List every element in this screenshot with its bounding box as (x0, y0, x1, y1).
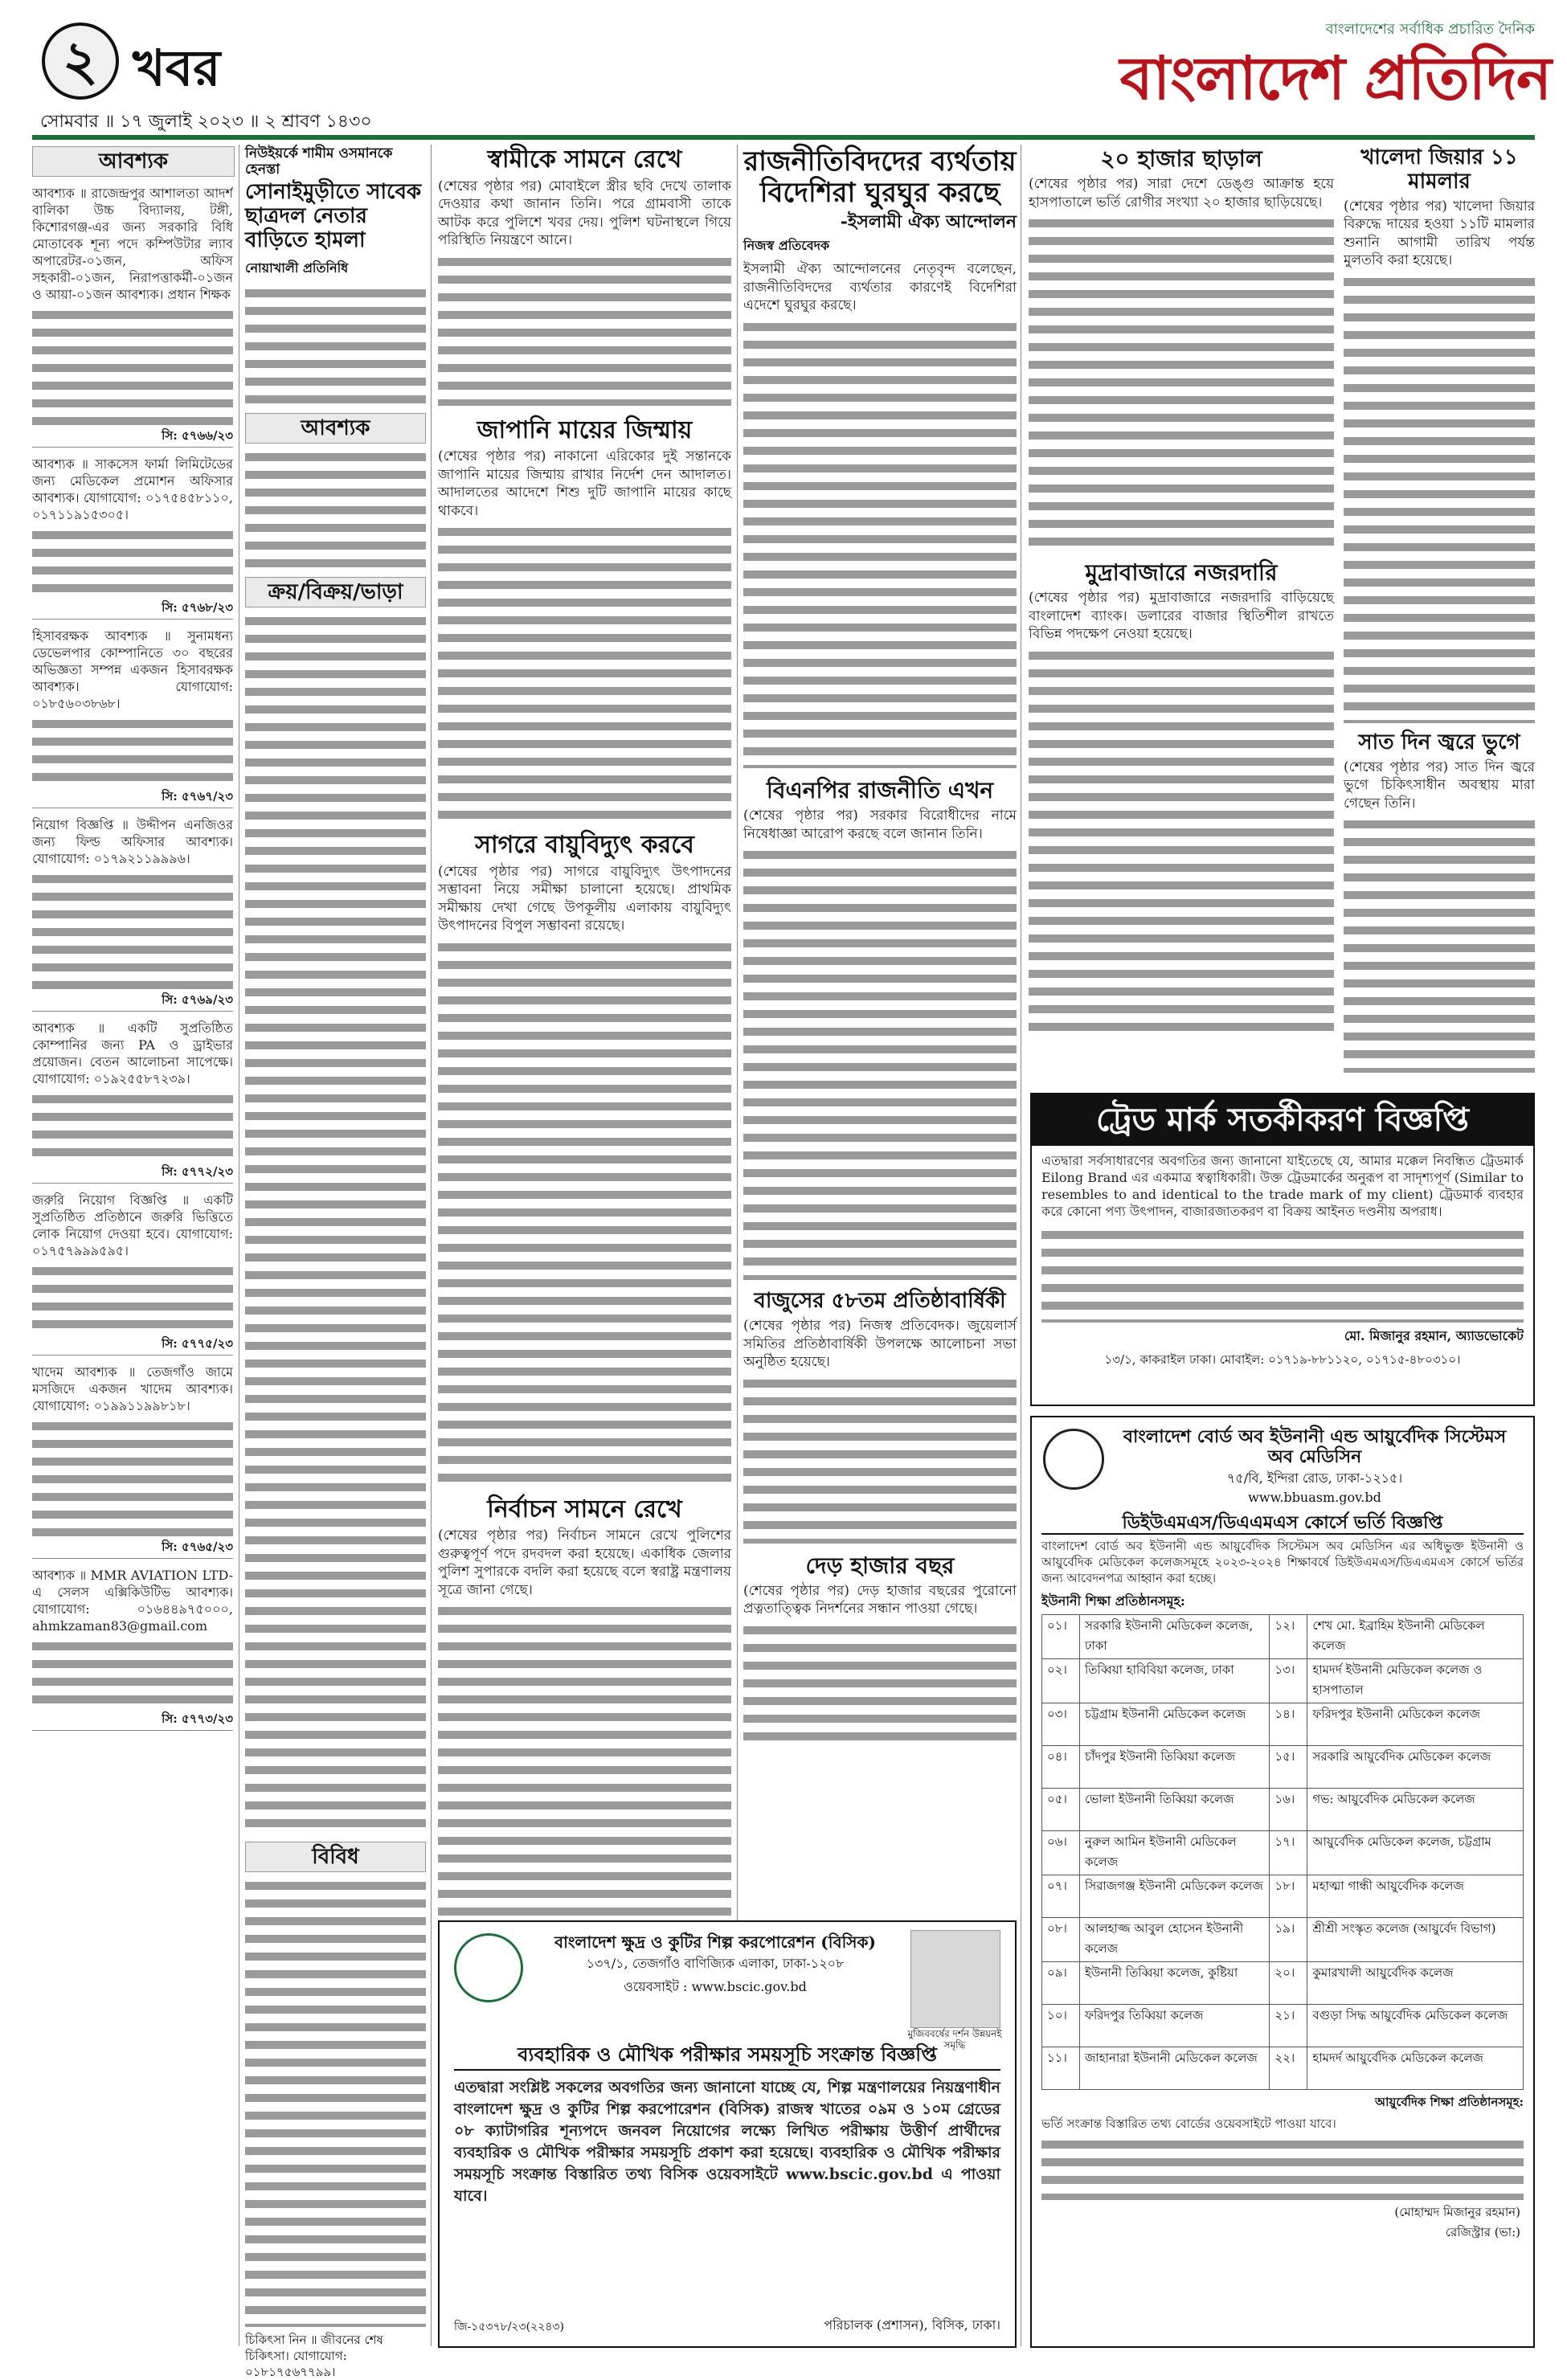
trademark-signature: মো. মিজানুর রহমান, অ্যাডভোকেট (1344, 1328, 1524, 1343)
classified-ad-continued (32, 526, 233, 599)
dateline: সোমবার ॥ ১৭ জুলাই ২০২৩ ॥ ২ শ্রাবণ ১৪৩০ (40, 112, 372, 132)
newspaper-logo (1109, 16, 1551, 121)
classified-ad (32, 628, 233, 808)
trademark-notice (1030, 1093, 1535, 1406)
admission-signer-title: রেজিস্ট্রার (ভা:) (1445, 2225, 1520, 2240)
column-3 (438, 146, 731, 1906)
ayurvedic-heading: আয়ুর্বেদিক শিক্ষা প্রতিষ্ঠানসমূহ: (1375, 2094, 1524, 2109)
board-emblem (1043, 1429, 1104, 1490)
bibidh-header: বিবিধ (245, 1842, 426, 1872)
masthead (0, 0, 1567, 132)
institution-serial: ০১। (1042, 1614, 1080, 1658)
column-4 (743, 146, 1017, 1906)
institution-serial: ১৬। (1270, 1788, 1307, 1830)
institution-name: হামদর্দ আয়ুর্বেদিক মেডিকেল কলেজ (1307, 2047, 1524, 2089)
classified-ad-code: সি: ৫৭৭৩/২৩ (32, 1710, 233, 1731)
portrait-caption: মুজিববর্ষের দর্শন উন্নয়নই সমৃদ্ধি (907, 2028, 1002, 2051)
classified-ad (32, 816, 233, 1012)
classified-ad-code: সি: ৫৭৬৫/২৩ (32, 1538, 233, 1559)
story-body: (শেষের পৃষ্ঠার পর) মোবাইলে স্ত্রীর ছবি দেখে তালাক দেওয়ার কথা জানান তিনি। পরে গ্রামবাসী তাকে আটক করে পুলিশে খবর দেয়। পুলিশ ঘটনাস্থলে গিয়ে পরিস্থিতি নিয়ন্ত্রণে আনে। (438, 178, 731, 248)
story-body-continued (743, 318, 1017, 768)
classified-ad-medical: চিকিৎসা নিন ॥ জীবনের শেষ চিকিৎসা। যোগাযোগ: ০১৮১৭৫৬৭৭৯৯। (245, 2332, 383, 2379)
institution-serial: ০৩। (1042, 1703, 1080, 1745)
institution-row (1042, 1745, 1524, 1788)
bscic-signer: পরিচালক (প্রশাসন), বিসিক, ঢাকা। (824, 2317, 1000, 2333)
trademark-title: ট্রেড মার্ক সতর্কীকরণ বিজ্ঞপ্তি (1032, 1094, 1533, 1146)
admission-subtitle: ডিইউএমএস/ডিএএমএস কোর্সে ভর্তি বিজ্ঞপ্তি (1041, 1513, 1524, 1535)
trademark-address: ১৩/১, কাকরাইল ঢাকা। মোবাইল: ০১৭১৯-৮৮১১২০, ০১৭১৫-৪৮০৩১০। (1104, 1352, 1461, 1367)
institution-name: মহাত্মা গান্ধী আয়ুর্বেদিক কলেজ (1307, 1875, 1524, 1917)
classified-ad (32, 456, 233, 620)
classified-ad-continued (32, 715, 233, 787)
institution-serial: ২০। (1270, 1961, 1307, 2004)
institution-serial: ০৯। (1042, 1961, 1080, 2004)
institution-name: সিরাজগঞ্জ ইউনানী মেডিকেল কলেজ (1080, 1875, 1270, 1917)
board-title: বাংলাদেশ বোর্ড অব ইউনানী এন্ড আয়ুর্বেদিক সিস্টেমস অব মেডিসিন (1123, 1426, 1507, 1468)
logo-tagline: বাংলাদেশের সর্বাধিক প্রচারিত দৈনিক (1325, 21, 1535, 38)
institution-serial: ০৫। (1042, 1788, 1080, 1830)
institution-name: শ্রীশ্রী সংস্কৃত কলেজ (আয়ুর্বেদ বিভাগ) (1307, 1917, 1524, 1961)
institution-name: ফরিদপুর ইউনানী মেডিকেল কলেজ (1307, 1703, 1524, 1745)
institution-serial: ২২। (1270, 2047, 1307, 2089)
story-headline: ২০ হাজার ছাড়াল (1100, 145, 1262, 172)
classified-ad (32, 1192, 233, 1356)
institution-serial: ০৪। (1042, 1745, 1080, 1788)
institution-name: ইউনানী তিব্বিয়া কলেজ, কুষ্টিয়া (1080, 1961, 1270, 2004)
institution-name: আয়ুর্বেদিক মেডিকেল কলেজ, চট্টগ্রাম (1307, 1830, 1524, 1875)
story-headline: খালেদা জিয়ার ১১ মামলার (1360, 145, 1518, 194)
story-headline: রাজনীতিবিদদের ব্যর্থতায় বিদেশিরা ঘুরঘুর করছে (743, 145, 1017, 210)
bscic-notice-title: ব্যবহারিক ও মৌখিক পরীক্ষার সময়সূচি সংক্রান্ত বিজ্ঞপ্তি (454, 2043, 1000, 2071)
story-body: (শেষের পৃষ্ঠার পর) দেড় হাজার বছরের পুরোনো প্রত্নতাত্ত্বিক নিদর্শনের সন্ধান পাওয়া গেছে। (743, 1582, 1017, 1617)
institution-serial: ২১। (1270, 2004, 1307, 2047)
classified-ads-misc (245, 1877, 426, 2327)
institution-name: চাঁদপুর ইউনানী তিব্বিয়া কলেজ (1080, 1745, 1270, 1788)
institution-name: নুরুল আমিন ইউনানী মেডিকেল কলেজ (1080, 1830, 1270, 1875)
admission-intro: বাংলাদেশ বোর্ড অব ইউনানী এন্ড আয়ুর্বেদিক সিস্টেমস অব মেডিসিন এর অধিভুক্ত ইউনানী ও আয়ুর্বেদিক মেডিকেল কলেজসমূহে ২০২৩-২০২৪ শিক্ষাবর্ষে ডিইউএমএস/ডিএএমএস কোর্সে ভর্তির জন্য আবেদনপত্র আহ্বান করা হচ্ছে। (1041, 1538, 1524, 1585)
story-body (245, 284, 426, 405)
bscic-notice-text: এতদ্বারা সংশ্লিষ্ট সকলের অবগতির জন্য জানানো যাচ্ছে যে, শিল্প মন্ত্রণালয়ের নিয়ন্ত্রণাধীন বাংলাদেশ ক্ষুদ্র ও কুটির শিল্প করপোরেশন (বিসিক) রাজস্ব খাতের ০৯ম ও ১০ম গ্রেডের ০৮ ক্যাটাগরির শূন্যপদে জনবল নিয়োগের লক্ষ্যে লিখিত পরীক্ষায় উত্তীর্ণ প্রার্থীদের ব্যবহারিক ও মৌখিক পরীক্ষার সময়সূচি প্রকাশ করা হয়েছে। ব্যবহারিক ও মৌখিক পরীক্ষার সময়সূচি সংক্রান্ত বিস্তারিত তথ্য বিসিক ওয়েবসাইটে www.bscic.gov.bd এ পাওয়া যাবে। (454, 2078, 1000, 2205)
institution-serial: ১৭। (1270, 1830, 1307, 1875)
institution-serial: ১৯। (1270, 1917, 1307, 1961)
institution-row (1042, 1788, 1524, 1830)
story-body: (শেষের পৃষ্ঠার পর) মুদ্রাবাজারে নজরদারি বাড়িয়েছে বাংলাদেশ ব্যাংক। ডলারের বাজার স্থিতিশীল রাখতে বিভিন্ন পদক্ষেপ নেওয়া হয়েছে। (1029, 590, 1334, 643)
classified-ad-continued (32, 1638, 233, 1710)
institution-name: গভ: আয়ুর্বেদিক মেডিকেল কলেজ (1307, 1788, 1524, 1830)
story-body-continued (1344, 816, 1535, 1073)
story-headline: দেড় হাজার বছর (805, 1552, 955, 1579)
story-byline: নোয়াখালী প্রতিনিধি (245, 260, 349, 276)
institution-name: সরকারি ইউনানী মেডিকেল কলেজ, ঢাকা (1080, 1614, 1270, 1658)
institution-row (1042, 1917, 1524, 1961)
institution-name: ফরিদপুর তিব্বিয়া কলেজ (1080, 2004, 1270, 2047)
story-headline: সাত দিন জ্বরে ভুগে (1358, 730, 1520, 754)
story-headline: জাপানি মায়ের জিম্মায় (477, 415, 693, 444)
institutions-table (1041, 1614, 1524, 2090)
institution-row (1042, 1658, 1524, 1703)
column-5 (1029, 146, 1535, 1086)
bscic-code: জি-১৫৩৭৮/২৩(২২৪৩) (454, 2321, 564, 2333)
story-body-continued (743, 1375, 1017, 1544)
institution-name: ভোলা ইউনানী তিব্বিয়া কলেজ (1080, 1788, 1270, 1830)
institution-serial: ১২। (1270, 1614, 1307, 1658)
classified-ads-sale (245, 612, 426, 1834)
classified-ad-text: জরুরি নিয়োগ বিজ্ঞপ্তি ॥ একটি সুপ্রতিষ্ঠিত প্রতিষ্ঠানে জরুরি ভিত্তিতে লোক নিয়োগ দেওয়া হবে। যোগাযোগ: ০১৭৫৭৯৯৯৫৯৫। (32, 1192, 233, 1258)
story-body-continued (438, 523, 731, 820)
bscic-notice (438, 1920, 1017, 2348)
institution-row (1042, 2047, 1524, 2089)
bscic-title: বাংলাদেশ ক্ষুদ্র ও কুটির শিল্প করপোরেশন (বিসিক) (554, 1932, 876, 1952)
bscic-logo (454, 1933, 523, 2002)
classified-ad-code: সি: ৫৭৬৮/২৩ (32, 599, 233, 620)
logo-name: বাংলাদেশ প্রতিদিন (1119, 44, 1551, 113)
classified-ads-list (32, 185, 233, 2338)
story-headline: বিএনপির রাজনীতি এখন (766, 776, 994, 804)
story-body-continued (1029, 647, 1334, 1033)
story-body: ইসলামী ঐক্য আন্দোলনের নেতৃবৃন্দ বলেছেন, রাজনীতিবিদদের ব্যর্থতার কারণেই বিদেশিরা এদেশে ঘুরঘুর করছে। (743, 261, 1017, 314)
story-body-continued (743, 846, 1017, 1280)
institution-row (1042, 1875, 1524, 1917)
classified-ad (32, 1364, 233, 1559)
page-number: ২ (42, 22, 119, 100)
story-body: (শেষের পৃষ্ঠার পর) নিজস্ব প্রতিবেদক। জুয়েলার্স সমিতির প্রতিষ্ঠাবার্ষিকী উপলক্ষে আলোচনা সভা অনুষ্ঠিত হয়েছে। (743, 1318, 1017, 1371)
classified-ad-text: নিয়োগ বিজ্ঞপ্তি ॥ উদ্দীপন এনজিওর জন্য ফিল্ড অফিসার আবশ্যক। যোগাযোগ: ০১৭৯২১১৯৯৯৬। (32, 817, 233, 866)
institution-row (1042, 2004, 1524, 2047)
classified-ad (32, 1567, 233, 1731)
institution-serial: ০৬। (1042, 1830, 1080, 1875)
story-byline: নিজস্ব প্রতিবেদক (743, 238, 830, 254)
institution-name: কুমারখালী আয়ুর্বেদিক কলেজ (1307, 1961, 1524, 2004)
story-headline: নির্বাচন সামনে রেখে (487, 1495, 682, 1523)
classified-ad-continued (32, 306, 233, 427)
classified-ad-continued (32, 1090, 233, 1163)
classified-ad-code: সি: ৫৭৭২/২৩ (32, 1163, 233, 1184)
institution-name: হামদর্দ ইউনানী মেডিকেল কলেজ ও হাসপাতাল (1307, 1658, 1524, 1703)
bscic-address: ১৩৭/১, তেজগাঁও বাণিজ্যিক এলাকা, ঢাকা-১২০৮ (586, 1956, 845, 1971)
story-body: (শেষের পৃষ্ঠার পর) সরকার বিরোধীদের নামে নিষেধাজ্ঞা আরোপ করছে বলে জানান তিনি। (743, 808, 1017, 842)
institution-serial: ০২। (1042, 1658, 1080, 1703)
classified-ad (32, 185, 233, 448)
section-name: খবর (133, 39, 221, 97)
story-body-continued (1029, 215, 1334, 552)
institution-name: শেখ মো. ইব্রাহিম ইউনানী মেডিকেল কলেজ (1307, 1614, 1524, 1658)
institution-name: জাহানারা ইউনানী মেডিকেল কলেজ (1080, 2047, 1270, 2089)
classified-ad-text: আবশ্যক ॥ MMR AVIATION LTD-এ সেলস এক্সিকিউটিভ আবশ্যক। যোগাযোগ: ০১৬৪৪৯৭৫০০০, ahmkzaman83@gmail.com (32, 1568, 233, 1634)
column-divider (431, 145, 432, 2346)
institution-row (1042, 1961, 1524, 2004)
institution-name: চট্টগ্রাম ইউনানী মেডিকেল কলেজ (1080, 1703, 1270, 1745)
institution-name: তিব্বিয়া হাবিবিয়া কলেজ, ঢাকা (1080, 1658, 1270, 1703)
story-headline: বাজুসের ৫৮তম প্রতিষ্ঠাবার্ষিকী (754, 1289, 1006, 1314)
institution-serial: ১৪। (1270, 1703, 1307, 1745)
story-body-continued (743, 1621, 1017, 1742)
institution-name: আলহাজ্জ আবুল হোসেন ইউনানী কলেজ (1080, 1917, 1270, 1961)
institution-row (1042, 1703, 1524, 1745)
board-address: ৭৫/বি, ইন্দিরা রোড, ঢাকা-১২১৫। (1226, 1470, 1403, 1486)
institution-serial: ১০। (1042, 2004, 1080, 2047)
institution-serial: ০৮। (1042, 1917, 1080, 1961)
classified-ad-continued (32, 1262, 233, 1335)
story-body: (শেষের পৃষ্ঠার পর) নির্বাচন সামনে রেখে পুলিশের গুরুত্বপূর্ণ পদে রদবদল করা হয়েছে। একাধিক জেলার পুলিশ সুপারকে বদলি করা হয়েছে বলে স্বরাষ্ট্র মন্ত্রণালয় সূত্রে জানা গেছে। (438, 1527, 731, 1598)
classifieds-column (32, 146, 233, 2348)
portrait-image (910, 1930, 1000, 2028)
classified-ad-text: খাদেম আবশ্যক ॥ তেজগাঁও জামে মসজিদে একজন খাদেম আবশ্যক। যোগাযোগ: ০১৯৯১১৯৯৮১৮। (32, 1364, 233, 1413)
classified-ad-code: সি: ৫৭৭৫/২৩ (32, 1335, 233, 1356)
institution-name: বগুড়া সিদ্ধ আয়ুর্বেদিক মেডিকেল কলেজ (1307, 2004, 1524, 2047)
admission-footer: ভর্তি সংক্রান্ত বিস্তারিত তথ্য বোর্ডের ওয়েবসাইটে পাওয়া যাবে। (1041, 2116, 1336, 2131)
story-headline: সাগরে বায়ুবিদ্যুৎ করবে (475, 831, 694, 859)
classified-ad-text: আবশ্যক ॥ একটি সুপ্রতিষ্ঠিত কোম্পানির জন্য PA ও ড্রাইভার প্রয়োজন। বেতন আলোচনা সাপেক্ষে। যোগাযোগ: ০১৯২৫৫৮৭২৩৯। (32, 1020, 233, 1086)
classified-ad-text: হিসাবরক্ষক আবশ্যক ॥ সুনামধন্য ডেভেলপার কোম্পানিতে ৩০ বছরের অভিজ্ঞতা সম্পন্ন একজন হিসাবরক্ষক আবশ্যক। যোগাযোগ: ০১৮৫৬০৩৮৬৮। (32, 628, 233, 711)
bscic-website[interactable]: ওয়েবসাইট : www.bscic.gov.bd (624, 1979, 807, 1994)
admission-terms (1041, 2136, 1524, 2200)
institutions-heading: ইউনানী শিক্ষা প্রতিষ্ঠানসমূহ: (1041, 1593, 1185, 1609)
classified-ad-text: আবশ্যক ॥ রাজেন্দ্রপুর আশালতা আদর্শ বালিকা উচ্চ বিদ্যালয়, টঙ্গী, কিশোরগঞ্জ-এর জন্য সরকারি বিধি মোতাবেক শূন্য পদে কম্পিউটার ল্যাব অপারেটর-০১জন, অফিস সহকারী-০১জন, নিরাপত্তাকর্মী-০১জন ও আয়া-০১জন আবশ্যক। প্রধান শিক্ষক (32, 186, 233, 302)
classified-ad-code: সি: ৫৭৬৯/২৩ (32, 991, 233, 1012)
classified-ad-code: সি: ৫৭৬৬/২৩ (32, 427, 233, 448)
classified-ad-continued (32, 1417, 233, 1538)
story-body: (শেষের পৃষ্ঠার পর) খালেদা জিয়ার বিরুদ্ধে দায়ের হওয়া ১১টি মামলার শুনানি আগামী তারিখ পর্যন্ত মুলতবি করা হয়েছে। (1344, 198, 1535, 269)
board-website[interactable]: www.bbuasm.gov.bd (1248, 1489, 1381, 1505)
story-body-continued (438, 253, 731, 406)
story-body-continued (1344, 273, 1535, 723)
story-body: (শেষের পৃষ্ঠার পর) সাগরে বায়ুবিদ্যুৎ উৎপাদনের সম্ভাবনা নিয়ে সমীক্ষা চালানো হয়েছে। প্রাথমিক সমীক্ষায় দেখা গেছে উপকূলীয় এলাকায় বায়ুবিদ্যুৎ উৎপাদনের বিপুল সম্ভাবনা রয়েছে। (438, 863, 731, 934)
abashyak-header: আবশ্যক (245, 413, 426, 444)
story-headline: মুদ্রাবাজারে নজরদারি (1085, 559, 1278, 587)
story-kicker: -ইসলামী ঐক্য আন্দোলন (840, 211, 1017, 233)
institutions-table-wrap (1032, 1614, 1533, 2090)
story-body: (শেষের পৃষ্ঠার পর) নাকানো এরিকোর দুই সন্তানকে জাপানি মায়ের জিম্মায় রাখার নির্দেশ দেন আদালত। আদালতের আদেশে শিশু দুটি জাপানি মায়ের কাছে থাকবে। (438, 448, 731, 519)
institution-row (1042, 1614, 1524, 1658)
story-kicker: নিউইয়র্কে শামীম ওসমানকে হেনস্তা (245, 145, 393, 178)
masthead-rule (32, 135, 1535, 140)
classifieds-header: আবশ্যক (32, 146, 235, 177)
institution-serial: ১১। (1042, 2047, 1080, 2089)
admission-signer: (মোহাম্মদ মিজানুর রহমান) (1394, 2205, 1520, 2220)
story-body-continued (438, 939, 731, 1485)
institution-serial: ১৫। (1270, 1745, 1307, 1788)
institution-serial: ১৩। (1270, 1658, 1307, 1703)
story-body: (শেষের পৃষ্ঠার পর) সারা দেশে ডেঙ্গু আক্রান্ত হয়ে হাসপাতালে ভর্তি রোগীর সংখ্যা ২০ হাজার ছাড়িয়েছে। (1029, 176, 1334, 211)
classified-ad-continued (32, 870, 233, 991)
classified-ad-code: সি: ৫৭৬৭/২৩ (32, 787, 233, 808)
story-headline: সোনাইমুড়ীতে সাবেক ছাত্রদল নেতার বাড়িতে হামলা (245, 180, 422, 252)
institution-name: সরকারি আয়ুর্বেদিক মেডিকেল কলেজ (1307, 1745, 1524, 1788)
trademark-text-continued (1041, 1226, 1524, 1323)
column-2 (245, 145, 426, 2379)
admission-notice (1030, 1416, 1535, 2348)
institution-serial: ১৮। (1270, 1875, 1307, 1917)
classified-ad (245, 448, 426, 569)
story-headline: স্বামীকে সামনে রেখে (487, 145, 682, 174)
story-body: (শেষের পৃষ্ঠার পর) সাত দিন জ্বরে ভুগে চিকিৎসাধীন অবস্থায় মারা গেছেন তিনি। (1344, 759, 1535, 812)
kroy-bikroy-header: ক্রয়/বিক্রয়/ভাড়া (245, 577, 426, 607)
classified-ad-text: আবশ্যক ॥ সাকসেস ফার্মা লিমিটেডের জন্য মেডিকেল প্রমোশন অফিসার আবশ্যক। যোগাযোগ: ০১৭৫৪৫৮১১০, ০১৭১১৯১৫৩০৫। (32, 456, 233, 522)
classified-ad (32, 1020, 233, 1184)
trademark-text: এতদ্বারা সর্বসাধারণের অবগতির জন্য জানানো যাইতেছে যে, আমার মক্কেল নিবন্ধিত ট্রেডমার্ক Eilong Brand এর একমাত্র স্বত্বাধিকারী। উক্ত ট্রেডমার্কের অনুরূপ বা সাদৃশ্যপূর্ণ (Similar to resembles to and identical to the trade mark of my client) ট্রেডমার্ক ব্যবহার করে কোনো পণ্য উৎপাদন, বাজারজাতকরণ বা বিক্রয় আইনত দণ্ডনীয় অপরাধ। (1041, 1153, 1524, 1219)
institution-serial: ০৭। (1042, 1875, 1080, 1917)
institution-row (1042, 1830, 1524, 1875)
